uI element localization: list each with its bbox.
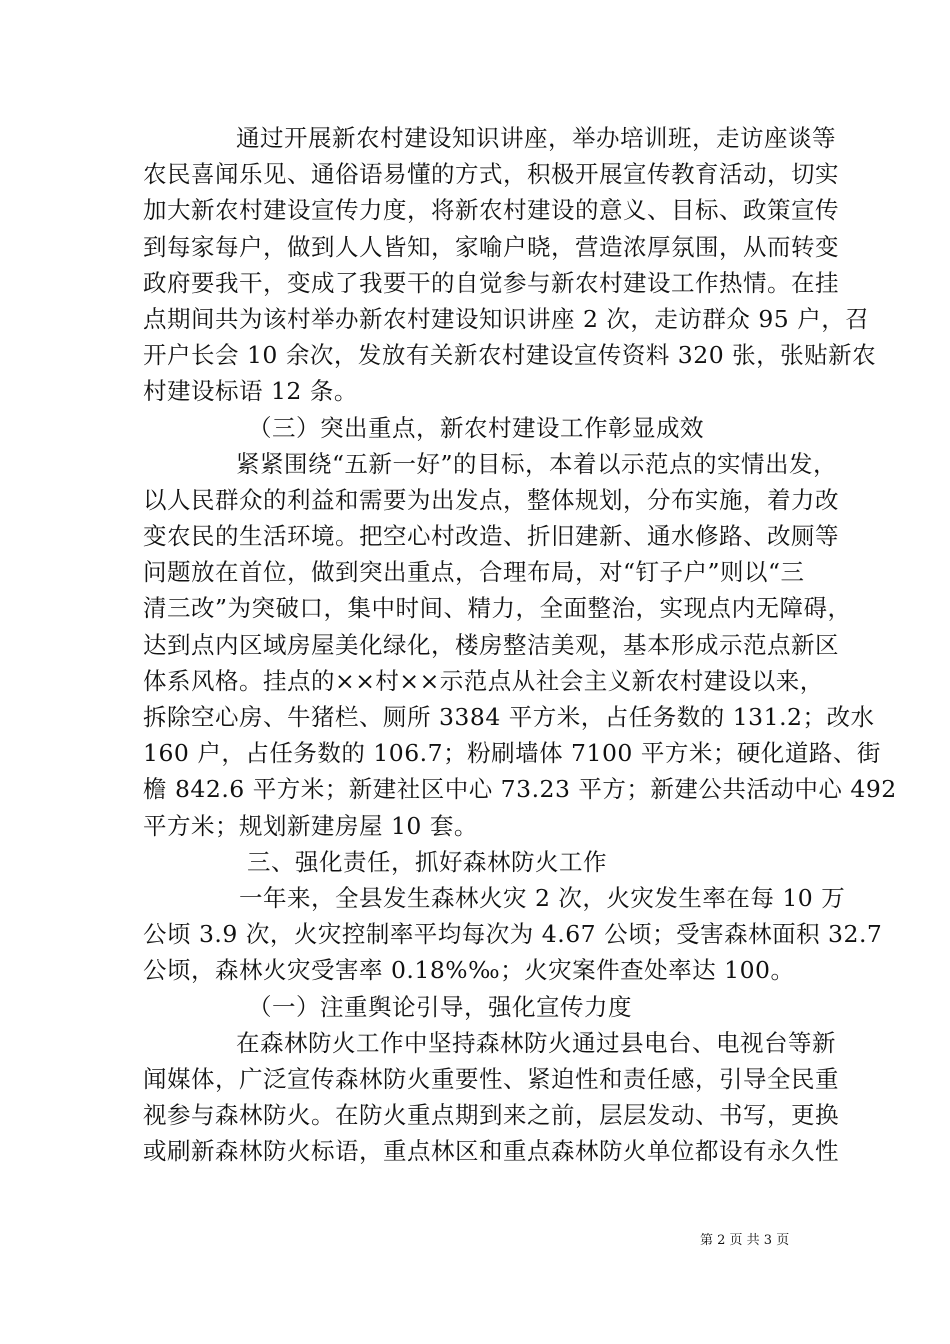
text-line: 变农民的生活环境。把空心村改造、折旧建新、通水修路、改厕等 — [143, 522, 839, 551]
text-line: 开户长会 10 余次，发放有关新农村建设宣传资料 320 张，张贴新农 — [143, 341, 877, 370]
section-heading-one: （一）注重舆论引导，强化宣传力度 — [248, 992, 632, 1021]
text-line: 通过开展新农村建设知识讲座，举办培训班，走访座谈等 — [236, 124, 836, 152]
text-line: 清三改”为突破口，集中时间、精力，全面整治，实现点内无障碍， — [143, 594, 852, 623]
section-title-forest-fire: 三、强化责任，抓好森林防火工作 — [247, 847, 607, 876]
text-line: 点期间共为该村举办新农村建设知识讲座 2 次，走访群众 95 户，召 — [143, 304, 870, 333]
paragraph-outreach — [143, 120, 877, 410]
text-line: 政府要我干，变成了我要干的自觉参与新农村建设工作热情。在挂 — [143, 268, 839, 297]
text-line: 一年来，全县发生森林火灾 2 次，火灾发生率在每 10 万 — [239, 883, 846, 912]
text-line: 平方米；规划新建房屋 10 套。 — [143, 811, 478, 840]
section-heading-three: （三）突出重点，新农村建设工作彰显成效 — [248, 413, 704, 442]
text-line: 达到点内区域房屋美化绿化，楼房整洁美观，基本形成示范点新区 — [143, 630, 839, 659]
text-line: 公顷 3.9 次，火灾控制率平均每次为 4.67 公顷；受害森林面积 32.7 — [143, 920, 883, 949]
paragraph-fire-stats — [143, 880, 883, 989]
paragraph-publicity — [143, 1025, 839, 1170]
text-line: 体系风格。挂点的××村××示范点从社会主义新农村建设以来， — [143, 666, 824, 695]
document-body — [143, 120, 897, 1169]
text-line: 闻媒体，广泛宣传森林防火重要性、紧迫性和责任感，引导全民重 — [143, 1064, 839, 1093]
paragraph-achievements — [143, 446, 897, 844]
text-line: 拆除空心房、牛猪栏、厕所 3384 平方米，占任务数的 131.2；改水 — [143, 703, 875, 731]
text-line: 160 户，占任务数的 106.7；粉刷墙体 7100 平方米；硬化道路、街 — [143, 739, 881, 768]
text-line: 公顷，森林火灾受害率 0.18%‰；火灾案件查处率达 100。 — [143, 956, 795, 985]
text-line: 在森林防火工作中坚持森林防火通过县电台、电视台等新 — [236, 1028, 836, 1057]
text-line: 农民喜闻乐见、通俗语易懂的方式，积极开展宣传教育活动，切实 — [143, 160, 839, 189]
text-line: 问题放在首位，做到突出重点，合理布局，对“钉子户”则以“三 — [143, 558, 805, 587]
text-line: 村建设标语 12 条。 — [143, 377, 358, 406]
text-line: 以人民群众的利益和需要为出发点，整体规划，分布实施，着力改 — [143, 485, 839, 514]
text-line: 紧紧围绕“五新一好”的目标，本着以示范点的实情出发， — [236, 449, 838, 478]
page-number-footer: 第 2 页 共 3 页 — [700, 1233, 790, 1248]
text-line: 到每家每户，做到人人皆知，家喻户晓，营造浓厚氛围，从而转变 — [143, 232, 839, 261]
text-line: 檐 842.6 平方米；新建社区中心 73.23 平方；新建公共活动中心 492 — [143, 775, 897, 804]
text-line: 视参与森林防火。在防火重点期到来之前，层层发动、书写，更换 — [143, 1101, 839, 1130]
text-line: 或刷新森林防火标语，重点林区和重点森林防火单位都设有永久性 — [143, 1137, 839, 1166]
text-line: 加大新农村建设宣传力度，将新农村建设的意义、目标、政策宣传 — [143, 196, 839, 225]
